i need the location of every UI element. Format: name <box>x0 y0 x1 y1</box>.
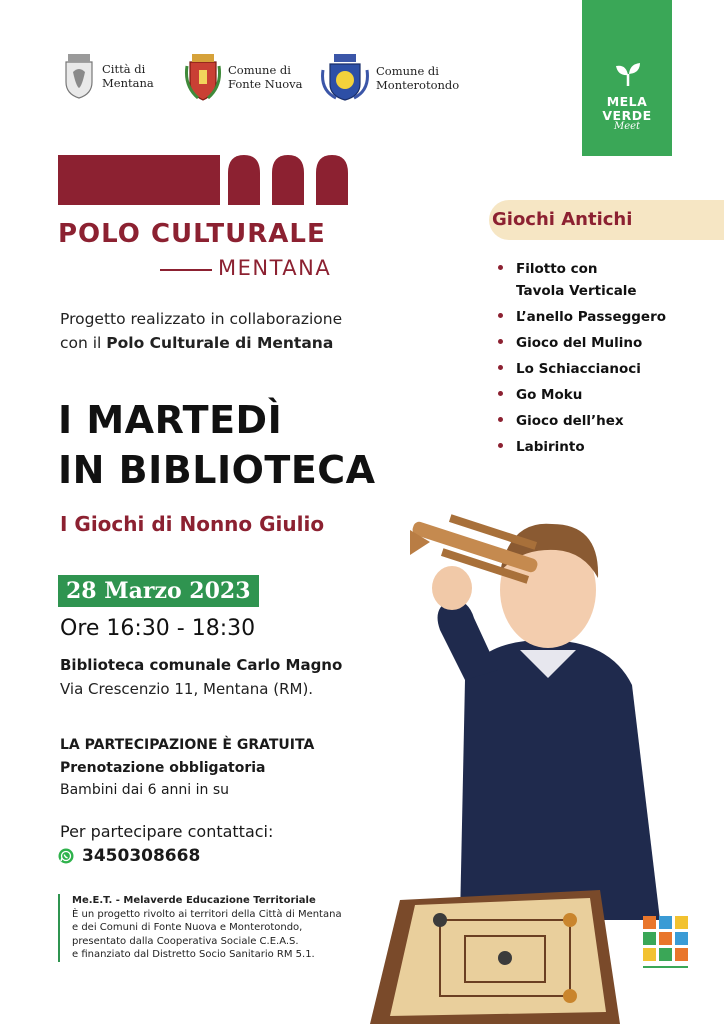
game-item-line: Go Moku <box>516 387 583 403</box>
intro-text <box>60 307 390 355</box>
event-subtitle: I Giochi di Nonno Giulio <box>60 512 325 536</box>
partner-3-line1: Comune di <box>376 64 439 78</box>
fonte-nuova-crest-icon <box>184 52 222 102</box>
logo-name: POLO CULTURALE <box>58 219 326 249</box>
met-line1: È un progetto rivolto ai territori della Città di Mentana <box>72 908 342 920</box>
intro-bold: Polo Culturale di Mentana <box>106 334 334 352</box>
event-venue: Biblioteca comunale Carlo Magno <box>60 656 343 674</box>
partner-3-line2: Monterotondo <box>376 78 460 92</box>
game-item <box>498 436 718 458</box>
event-address: Via Crescenzio 11, Mentana (RM). <box>60 680 314 698</box>
logo-divider <box>160 269 212 271</box>
partner-2-line1: Comune di <box>228 63 291 77</box>
intro-prefix: con il <box>60 334 107 352</box>
cees-logo <box>643 916 691 974</box>
games-list <box>498 258 718 462</box>
game-item-line: Gioco del Mulino <box>516 335 643 351</box>
game-item <box>498 258 718 302</box>
crest-fonte-nuova <box>184 52 303 102</box>
partner-2-line2: Fonte Nuova <box>228 77 303 91</box>
contact-label: Per partecipare contattaci: <box>60 822 274 841</box>
event-title-line2: IN BIBLIOTECA <box>58 448 376 492</box>
partner-1-line2: Mentana <box>102 76 154 90</box>
arches-graphic <box>58 155 368 205</box>
whatsapp-icon <box>58 848 74 864</box>
intro-line2 <box>60 331 390 355</box>
melaverde-badge <box>582 0 672 156</box>
badge-line2: VERDE <box>602 108 652 123</box>
booking-notice: Prenotazione obbligatoria <box>60 760 266 776</box>
event-title <box>58 395 376 495</box>
polo-culturale-logo <box>58 155 368 280</box>
age-notice: Bambini dai 6 anni in su <box>60 782 230 798</box>
intro-line1: Progetto realizzato in collaborazione <box>60 310 343 328</box>
mill-board <box>370 890 620 1024</box>
game-item <box>498 358 718 380</box>
game-item-line: L’anello Passeggero <box>516 309 667 325</box>
game-item-line: Lo Schiaccianoci <box>516 361 641 377</box>
hand-shape <box>432 566 472 610</box>
mentana-crest-icon <box>62 52 96 100</box>
met-line2: e dei Comuni di Fonte Nuova e Monterotondo, <box>72 922 303 933</box>
leaf-icon <box>614 62 642 88</box>
badge-line3: Meet <box>613 121 641 132</box>
event-time: Ore 16:30 - 18:30 <box>60 616 256 641</box>
game-item <box>498 306 718 328</box>
met-description <box>58 894 392 962</box>
game-item <box>498 332 718 354</box>
game-item-line: Filotto con <box>516 261 598 277</box>
partner-1-line1: Città di <box>102 62 146 76</box>
crest-mentana <box>62 52 154 100</box>
crest-monterotondo <box>320 54 459 102</box>
game-item-line: Tavola Verticale <box>516 283 637 299</box>
badge-line1: MELA <box>606 94 648 109</box>
game-item-line: Labirinto <box>516 439 585 455</box>
game-item-line: Gioco dell’hex <box>516 413 624 429</box>
logo-sub: MENTANA <box>218 256 332 280</box>
game-item <box>498 410 718 432</box>
free-notice: LA PARTECIPAZIONE È GRATUITA <box>60 737 315 753</box>
phone-number[interactable]: 3450308668 <box>82 846 201 866</box>
phone-contact[interactable] <box>58 846 200 866</box>
monterotondo-crest-icon <box>320 54 370 102</box>
event-title-line1: I MARTEDÌ <box>58 398 283 442</box>
met-line3: presentato dalla Cooperativa Sociale C.E.A.S. <box>72 935 299 947</box>
game-item <box>498 384 718 406</box>
games-heading-box <box>489 200 724 240</box>
event-date: 28 Marzo 2023 <box>58 575 259 607</box>
met-line4: e finanziato dal Distretto Socio Sanitario RM 5.1. <box>72 949 315 960</box>
met-title: Me.E.T. - Melaverde Educazione Territoriale <box>72 895 316 906</box>
games-heading: Giochi Antichi <box>492 209 633 230</box>
